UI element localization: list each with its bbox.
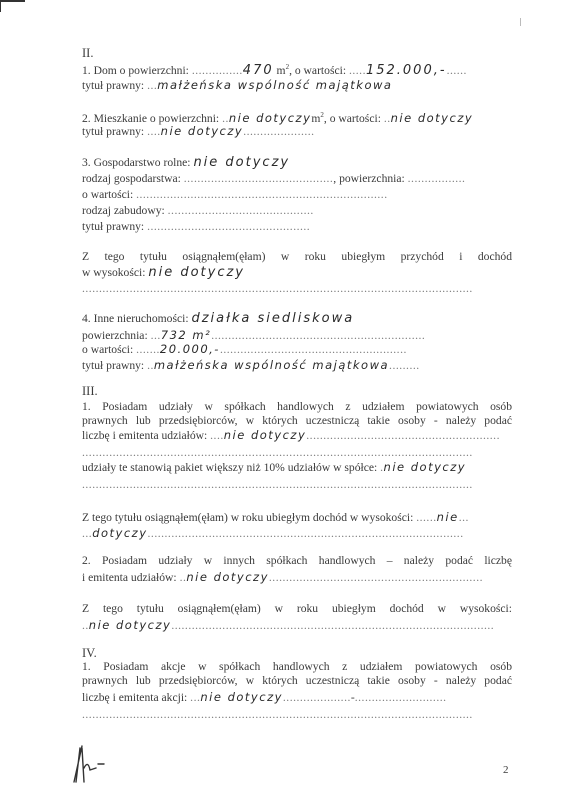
shares-issuer-label: liczbę i emitenta udziałów: [82, 429, 208, 442]
stocks-issuer-label: liczbę i emitenta akcji: [82, 691, 188, 704]
house-line: 1. Dom o powierzchni: ...............470 $m^2$, o wartości: .....152.000,-...... [82, 62, 467, 78]
packet-label: udziały te stanowią pakiet większy niż 10% udziałów w spółce: [82, 461, 378, 474]
other-shares-income-line2: ..nie dotyczy............................................................................................... [82, 618, 495, 632]
farm-handwritten: nie dotyczy [193, 155, 291, 170]
packet-dotted-line: ................................................................................................................... [82, 478, 473, 491]
apartment-title-label: tytuł prawny: [82, 125, 145, 138]
apartment-label: 2. Mieszkanie o powierzchni: [82, 111, 220, 125]
other-shares-label: i emitenta udziałów: [82, 571, 177, 584]
other-worth-line: o wartości: .......20.000,-....................................................... [82, 342, 407, 356]
farm-buildings-line: rodzaj zabudowy: ........................................... [82, 204, 314, 217]
packet-handwritten: nie dotyczy [383, 460, 467, 474]
apartment-unit: m [311, 111, 321, 125]
apartment-title-handwritten: nie dotyczy [160, 124, 244, 138]
shares-income-line2: ...dotyczy............................................................................................. [82, 526, 464, 540]
other-area-label: powierzchnia: [82, 329, 148, 342]
scan-corner-mark [0, 0, 25, 12]
shares-income-line: Z tego tytułu osiągnąłem(ęłam) w roku ubiegłym dochód w wysokości: ......nie... [82, 510, 469, 524]
shares-income-handwritten-a: nie [436, 510, 459, 524]
farm-area-label: , powierzchnia: [333, 172, 405, 185]
stocks-issuer-handwritten: nie dotyczy [200, 690, 283, 704]
stocks-para-line3: liczbę i emitenta akcji: ...nie dotyczy....................-........................... [82, 690, 447, 704]
shares-para-line2: prawnych lub przedsiębiorców, w których uczestniczą takie osoby - należy podać [82, 414, 512, 427]
farm-line [82, 156, 512, 170]
shares-income-label: Z tego tytułu osiągnąłem(ęłam) w roku ubiegłym dochód w wysokości: [82, 511, 414, 524]
signature-mark [70, 738, 120, 788]
farm-income-amount-line [82, 266, 512, 280]
other-shares-income-line1: Z tego tytułu osiągnąłem(ęłam) w roku ubiegłym dochód w wysokości: [82, 602, 512, 615]
house-area-handwritten: 470 [242, 62, 274, 78]
other-shares-handwritten: nie dotyczy [186, 570, 269, 584]
stocks-para-line1: 1. Posiadam akcje w spółkach handlowych z udziałem powiatowych osób [82, 660, 512, 673]
stocks-dash: - [350, 691, 355, 704]
other-worth-label: o wartości: [82, 343, 134, 356]
other-title-handwritten: małżeńska wspólność majątkowa [153, 358, 390, 372]
shares-dotted-line: ................................................................................................................... [82, 446, 473, 459]
section-iv-heading: IV. [82, 646, 97, 660]
house-title-handwritten: małżeńska wspólność majątkowa [157, 78, 393, 92]
farm-buildings-label: rodzaj zabudowy: [82, 204, 165, 217]
other-area-line: powierzchnia: ...732 m²............................................................... [82, 328, 426, 342]
packet-line: udziały te stanowią pakiet większy niż 10% udziałów w spółce: .nie dotyczy [82, 460, 467, 474]
house-value-handwritten: 152.000,- [365, 62, 447, 78]
house-unit: m [276, 63, 286, 77]
other-property-line [82, 312, 512, 326]
apartment-area-handwritten: nie dotyczy [228, 110, 312, 125]
scan-edge-mark [520, 18, 521, 26]
other-title-label: tytuł prawny: [82, 359, 145, 372]
other-area-handwritten: 732 m² [160, 328, 212, 342]
farm-income-text: Z tego tytułu osiągnąłem(ęłam) w roku ubiegłym przychód i dochód [82, 250, 512, 263]
other-title-line: tytuł prawny: ..małżeńska wspólność majątkowa......... [82, 358, 420, 372]
farm-type-label: rodzaj gospodarstwa: [82, 172, 181, 185]
page-number: 2 [503, 764, 509, 776]
house-title-label: tytuł prawny: [82, 79, 145, 92]
farm-worth-line: o wartości: .......................................................................... [82, 188, 388, 201]
apartment-title-line: tytuł prawny: ....nie dotyczy..................... [82, 124, 315, 138]
farm-worth-label: o wartości: [82, 188, 134, 201]
farm-income-amount-label: w wysokości: [82, 266, 146, 279]
farm-income-handwritten: nie dotyczy [148, 265, 246, 280]
house-value-label: , o wartości: [289, 63, 347, 77]
other-property-handwritten: działka siedliskowa [191, 311, 355, 326]
stocks-dotted-line: ................................................................................................................... [82, 708, 473, 721]
apartment-value-label: , o wartości: [323, 111, 381, 125]
farm-income-dotted-line: ................................................................................................................... [82, 282, 473, 295]
apartment-value-handwritten: nie dotyczy [390, 110, 474, 125]
apartment-line: 2. Mieszkanie o powierzchni: ..nie dotyczym$^2$, o wartości: ..nie dotyczy [82, 110, 474, 125]
shares-para-line1: 1. Posiadam udziały w spółkach handlowych z udziałem powiatowych osób [82, 400, 512, 413]
other-worth-handwritten: 20.000,- [159, 342, 220, 356]
farm-title-label: tytuł prawny: [82, 220, 145, 233]
house-label: 1. Dom o powierzchni: [82, 63, 189, 77]
section-iii-heading: III. [82, 384, 98, 398]
other-shares-income-handwritten: nie dotyczy [88, 618, 172, 632]
farm-type-line: rodzaj gospodarstwa: ............................................, powierzchnia: ................. [82, 172, 466, 185]
shares-income-handwritten-b: dotyczy [92, 526, 148, 540]
other-shares-line2: i emitenta udziałów: ..nie dotyczy............................................................... [82, 570, 483, 584]
house-title-line: tytuł prawny: ...małżeńska wspólność majątkowa [82, 78, 393, 92]
other-property-label: 4. Inne nieruchomości: [82, 312, 189, 325]
stocks-para-line2: prawnych lub przedsiębiorców, w których uczestniczą takie osoby - należy podać [82, 674, 512, 687]
farm-title-line: tytuł prawny: ................................................ [82, 220, 311, 233]
other-shares-line1: 2. Posiadam udziały w innych spółkach handlowych – należy podać liczbę [82, 554, 512, 567]
section-ii-heading: II. [82, 46, 94, 60]
shares-issuer-handwritten: nie dotyczy [223, 428, 307, 442]
shares-para-line3: liczbę i emitenta udziałów: ....nie dotyczy......................................................... [82, 428, 500, 442]
farm-label: 3. Gospodarstwo rolne: [82, 156, 191, 169]
